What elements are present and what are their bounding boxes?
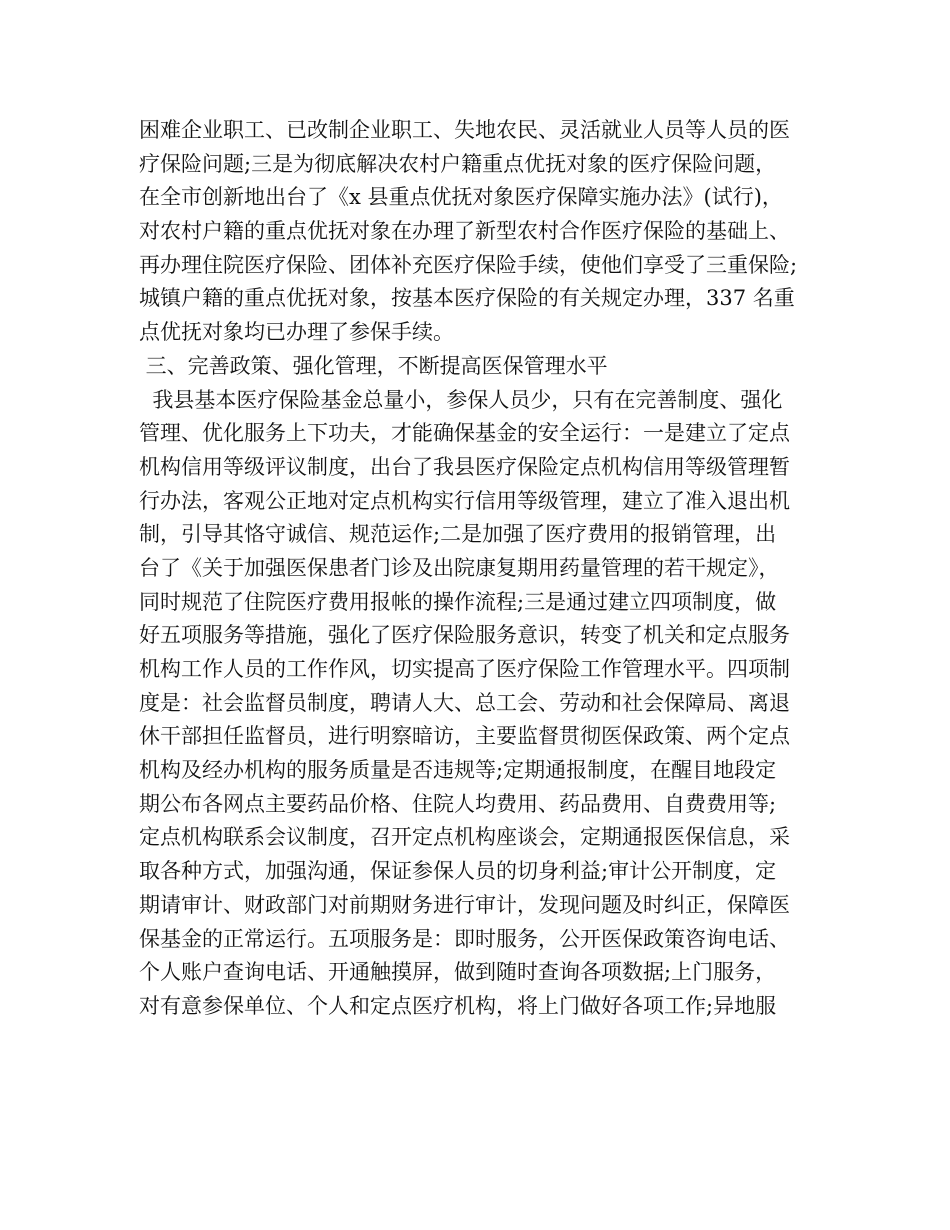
text-line: 城镇户籍的重点优抚对象，按基本医疗保险的有关规定办理，337 名重 (139, 286, 795, 311)
text-line: 机构及经办机构的服务质量是否违规等;定期通报制度，在醒目地段定 (139, 758, 777, 783)
text-line: 机构信用等级评议制度，出台了我县医疗保险定点机构信用等级管理暂 (139, 454, 790, 479)
text-line: 对有意参保单位、个人和定点医疗机构，将上门做好各项工作;异地服 (139, 993, 777, 1018)
text-line: 疗保险问题;三是为彻底解决农村户籍重点优抚对象的医疗保险问题， (139, 151, 777, 176)
section-heading: 三、完善政策、强化管理，不断提高医保管理水平 (139, 353, 608, 378)
text-line: 同时规范了住院医疗费用报帐的操作流程;三是通过建立四项制度，做 (139, 589, 777, 614)
text-line: 期请审计、财政部门对前期财务进行审计，发现问题及时纠正，保障医 (139, 892, 790, 917)
text-line: 我县基本医疗保险基金总量小，参保人员少，只有在完善制度、强化 (139, 387, 783, 412)
text-line: 管理、优化服务上下功夫，才能确保基金的安全运行：一是建立了定点 (139, 421, 790, 446)
text-line: 休干部担任监督员，进行明察暗访，主要监督贯彻医保政策、两个定点 (139, 724, 790, 749)
text-line: 台了《关于加强医保患者门诊及出院康复期用药量管理的若干规定》， (139, 555, 780, 580)
text-line: 行办法，客观公正地对定点机构实行信用等级管理，建立了准入退出机 (139, 488, 790, 513)
text-line: 好五项服务等措施，强化了医疗保险服务意识，转变了机关和定点服务 (139, 623, 790, 648)
document-body-text (139, 114, 829, 1024)
text-line: 个人账户查询电话、开通触摸屏，做到随时查询各项数据;上门服务， (139, 960, 777, 985)
text-line: 取各种方式，加强沟通，保证参保人员的切身利益;审计公开制度，定 (139, 859, 777, 884)
text-line: 期公布各网点主要药品价格、住院人均费用、药品费用、自费费用等; (139, 791, 777, 816)
text-line: 保基金的正常运行。五项服务是：即时服务，公开医保政策咨询电话、 (139, 926, 790, 951)
text-line: 制，引导其恪守诚信、规范运作;二是加强了医疗费用的报销管理，出 (139, 522, 777, 547)
text-line: 再办理住院医疗保险、团体补充医疗保险手续，使他们享受了三重保险; (139, 252, 798, 277)
text-line: 机构工作人员的工作作风，切实提高了医疗保险工作管理水平。四项制 (139, 657, 790, 681)
text-line: 度是：社会监督员制度，聘请人大、总工会、劳动和社会保障局、离退 (139, 690, 790, 715)
text-line: 在全市创新地出台了《x 县重点优抚对象医疗保障实施办法》(试行)， (139, 185, 783, 210)
text-line: 点优抚对象均已办理了参保手续。 (139, 320, 454, 345)
text-line: 定点机构联系会议制度，召开定点机构座谈会，定期通报医保信息，采 (139, 825, 790, 850)
text-line: 困难企业职工、已改制企业职工、失地农民、灵活就业人员等人员的医 (139, 118, 790, 142)
text-line: 对农村户籍的重点优抚对象在办理了新型农村合作医疗保险的基础上、 (139, 219, 790, 244)
